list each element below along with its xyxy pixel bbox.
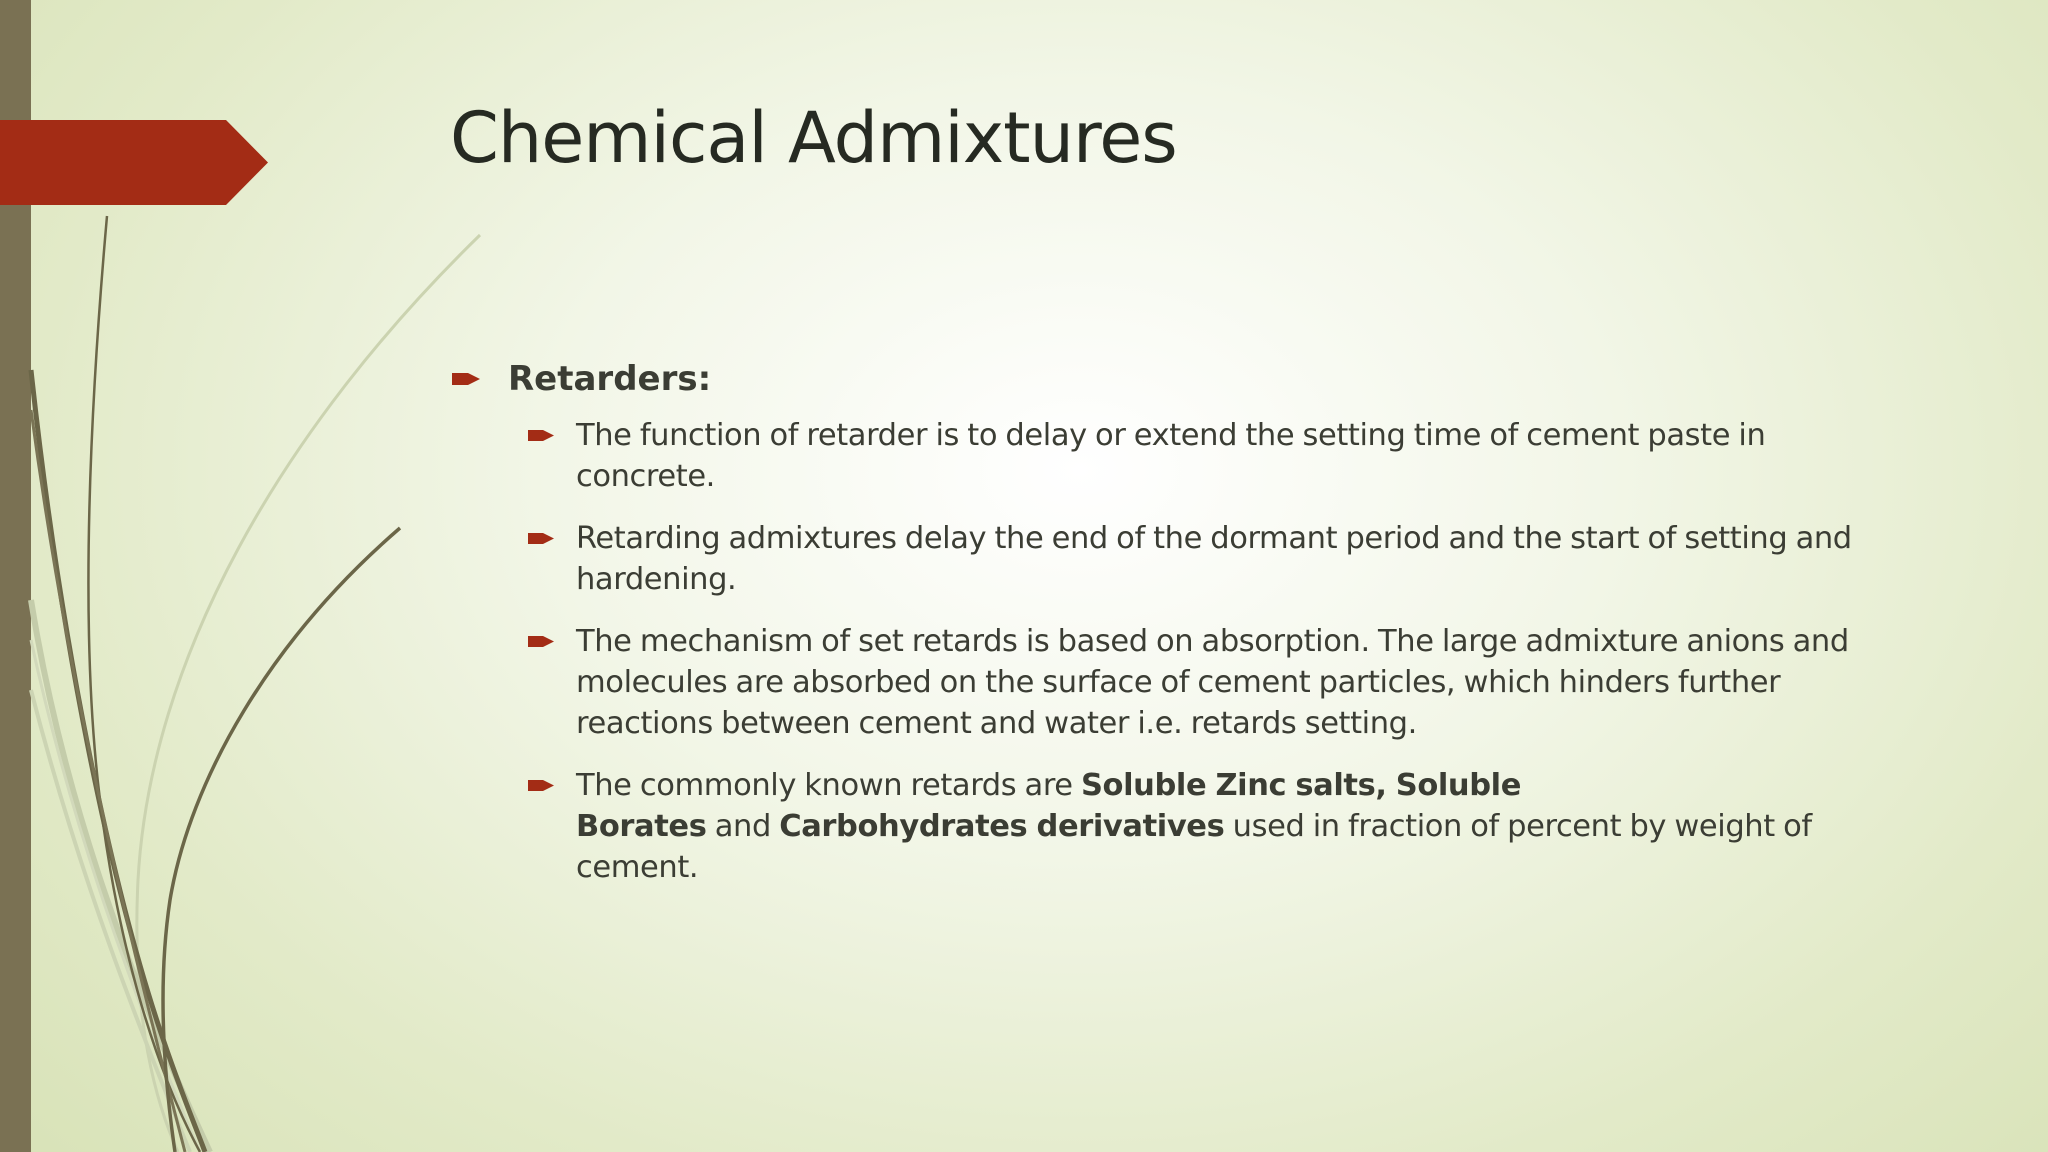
list-item-line: reactions between cement and water i.e. retards setting. xyxy=(576,706,1417,741)
slide-content xyxy=(448,355,1888,909)
list-item-line: cement. xyxy=(576,850,699,885)
list-item xyxy=(576,415,1888,497)
arrow-bullet-icon xyxy=(528,530,554,547)
heading-label: Retarders: xyxy=(508,359,712,399)
arrow-bullet-icon xyxy=(528,633,554,650)
bullet-heading-retarders xyxy=(448,355,1888,403)
arrow-bullet-icon xyxy=(528,777,554,794)
list-item-line: Retarding admixtures delay the end of the dormant period and the start of setting and xyxy=(576,521,1852,556)
list-item-line: molecules are absorbed on the surface of cement particles, which hinders further xyxy=(576,665,1781,700)
arrow-bullet-icon xyxy=(452,370,480,388)
plain-text: and xyxy=(706,809,780,844)
title-accent-tab xyxy=(0,120,268,205)
list-item-line xyxy=(576,806,1888,847)
list-item xyxy=(576,765,1888,888)
slide-title: Chemical Admixtures xyxy=(450,97,1177,179)
list-item xyxy=(576,621,1888,744)
list-item-line: The mechanism of set retards is based on absorption. The large admixture anions and xyxy=(576,624,1849,659)
bold-text: Carbohydrates derivatives xyxy=(779,809,1225,844)
list-item-line: hardening. xyxy=(576,562,737,597)
list-item-line: The function of retarder is to delay or extend the setting time of cement paste in xyxy=(576,418,1766,453)
plain-text: The commonly known retards are xyxy=(576,768,1081,803)
arrow-bullet-icon xyxy=(528,427,554,444)
list-item-line: concrete. xyxy=(576,459,715,494)
list-item-line xyxy=(576,765,1888,806)
bold-text: Soluble Zinc salts, Soluble xyxy=(1080,768,1522,803)
sub-bullet-list xyxy=(448,415,1888,888)
plain-text: used in fraction of percent by weight of xyxy=(1224,809,1812,844)
bold-text: Borates xyxy=(576,809,707,844)
list-item xyxy=(576,518,1888,600)
